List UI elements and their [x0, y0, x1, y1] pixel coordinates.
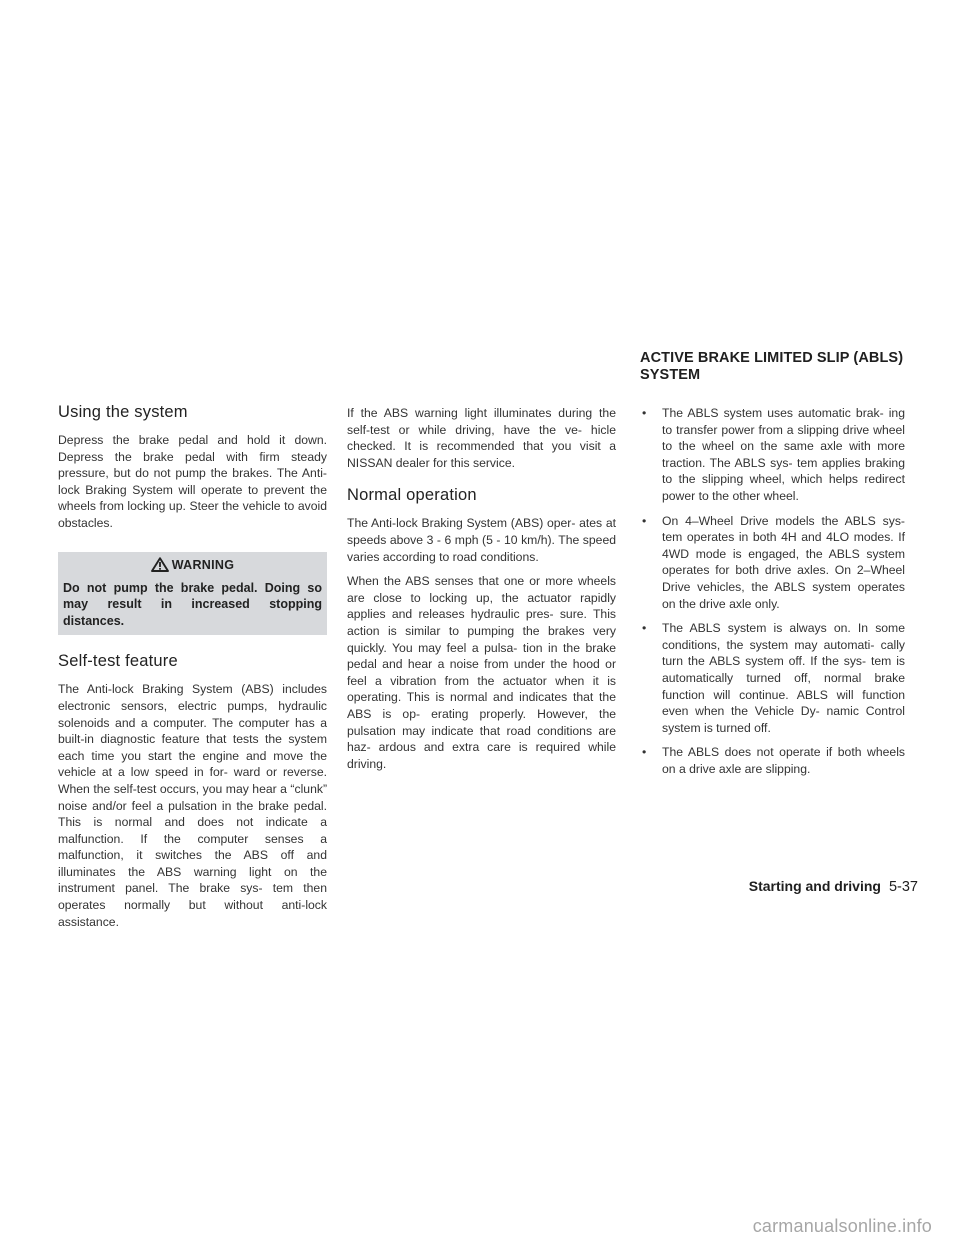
column-3 — [636, 405, 905, 785]
bullet-icon: • — [642, 406, 647, 420]
list-item — [636, 620, 905, 736]
warning-triangle-icon — [151, 557, 169, 572]
section-title-line2: SYSTEM — [640, 367, 701, 383]
warning-box — [58, 552, 327, 636]
abs-light-text: If the ABS warning light illuminates during the self-test or while driving, have the ve- hicle checked. It is recommended that you visit a NISSAN dealer for this service. — [347, 406, 616, 470]
normal-operation-heading: Normal operation — [347, 486, 477, 505]
using-system-heading: Using the system — [58, 403, 188, 421]
self-test-heading: Self-test feature — [58, 652, 178, 671]
section-title — [640, 350, 940, 384]
column-2 — [347, 405, 616, 780]
column-1 — [58, 402, 327, 950]
normal-operation-text-1: The Anti-lock Braking System (ABS) oper- ates at speeds above 3 - 6 mph (5 - 10 km/h). The speed varies according to road conditions. — [347, 516, 616, 564]
self-test-text: The Anti-lock Braking System (ABS) includes electronic sensors, electric pumps, hydraulic solenoids and a computer. The computer has a built-in diagnostic feature that tests the system each time you start the engine and move the vehicle at a low speed in for- ward or reverse. When the self-test occurs, you may hear a “clunk” noise and/or feel a pulsation in the brake pedal. This is normal and does not indicate a malfunction. If the computer senses a malfunction, it switches the ABS off and illuminates the ABS warning light on the instrument panel. The brake sys- tem then operates normally but without anti-lock assistance. — [58, 682, 327, 929]
section-title-line1: ACTIVE BRAKE LIMITED SLIP (ABLS) — [640, 350, 904, 366]
page-number: 5-37 — [888, 879, 918, 895]
watermark: carmanualsonline.info — [752, 1216, 932, 1236]
bullet-icon: • — [642, 621, 647, 636]
bullet-icon: • — [642, 745, 647, 760]
list-item-text: The ABLS system uses automatic brak- ing to transfer power from a slipping drive wheel to the wheel on the same axle with more traction. The ABLS sys- tem applies braking to the slipping wheel, which helps redirect power to the other wheel. — [662, 406, 905, 503]
list-item — [636, 513, 905, 613]
list-item-text: On 4–Wheel Drive models the ABLS sys- tem operates in both 4H and 4LO modes. If 4WD mode is engaged, the ABLS system operates for both drive axles. On 2–Wheel Drive vehicles, the ABLS system operates on the drive axle only. — [662, 513, 905, 611]
chapter-title: Starting and driving — [748, 878, 881, 894]
bullet-icon: • — [642, 513, 647, 528]
list-item — [636, 405, 905, 505]
warning-label: WARNING — [171, 557, 235, 572]
warning-text: Do not pump the brake pedal. Doing so may result in increased stopping distances. — [63, 580, 322, 628]
warning-header — [63, 558, 322, 572]
list-item — [636, 744, 905, 777]
list-item-text: The ABLS system is always on. In some conditions, the system may automati- cally turn the ABLS system off. If the sys- tem is automatically turned off, normal brake function will continue. ABLS will function even when the Vehicle Dy- namic Control system is turned off. — [662, 621, 905, 735]
abls-bullet-list — [636, 405, 905, 777]
using-system-text: Depress the brake pedal and hold it down. Depress the brake pedal with firm steady pressure, but do not pump the brakes. The Anti-lock Braking System will operate to prevent the wheels from locking up. Steer the vehicle to avoid obstacles. — [58, 433, 327, 530]
normal-operation-text-2: When the ABS senses that one or more wheels are close to locking up, the actuator rapidly applies and releases hydraulic pres- sure. This action is similar to pumping the brakes very quickly. You may feel a pulsa- tion in the brake pedal and hear a noise from under the hood or feel a vibration from the actuator when it is operating. This is normal and indicates that the ABS is op- erating properly. However, the pulsation may indicate that road conditions are haz- ardous and extra care is required while driving. — [347, 574, 616, 771]
page-footer — [749, 878, 918, 895]
list-item-text: The ABLS does not operate if both wheels on a drive axle are slipping. — [662, 745, 905, 776]
